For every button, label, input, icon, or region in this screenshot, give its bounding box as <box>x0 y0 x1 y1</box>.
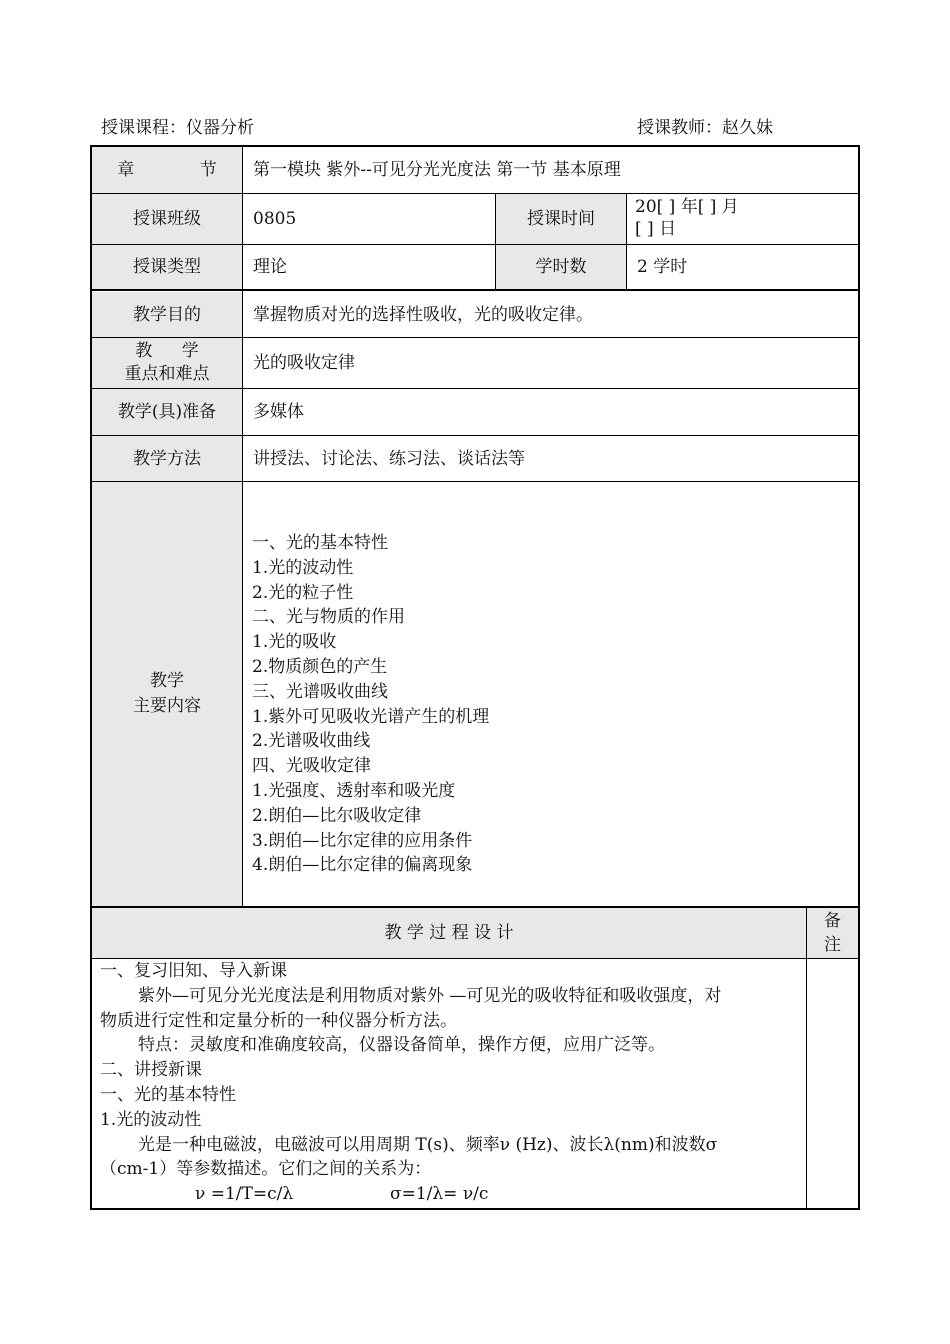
remark-label: 备 注 <box>807 908 858 958</box>
row-divider <box>92 906 858 908</box>
list-item: 1.光强度、透射率和吸光度 <box>252 780 456 801</box>
column-divider <box>806 908 807 1208</box>
list-item: 1.光的吸收 <box>252 632 337 653</box>
chapter-value: 第一模块 紫外--可见分光光度法 第一节 基本原理 <box>253 160 621 180</box>
chapter-label: 章 节 <box>92 147 242 193</box>
row-divider <box>92 244 858 245</box>
time-value-line2: [ ] 日 <box>635 219 677 239</box>
time-value-line1: 20[ ] 年[ ] 月 <box>635 197 739 217</box>
list-item: 四、光吸收定律 <box>252 756 371 777</box>
list-item: 二、光与物质的作用 <box>252 607 405 628</box>
process-line: （cm-1）等参数描述。它们之间的关系为： <box>100 1159 432 1180</box>
column-divider <box>626 194 627 290</box>
row-divider <box>92 337 858 338</box>
hours-value: 2 学时 <box>637 257 688 277</box>
list-item: 2.物质颜色的产生 <box>252 656 388 677</box>
type-value: 理论 <box>253 257 287 277</box>
list-item: 1.紫外可见吸收光谱产生的机理 <box>252 706 490 727</box>
row-divider <box>92 435 858 436</box>
prep-value: 多媒体 <box>253 402 304 422</box>
class-label: 授课班级 <box>92 194 242 244</box>
row-divider <box>92 958 858 959</box>
process-line: 二、讲授新课 <box>100 1060 202 1081</box>
formula-frequency: ν =1/T=c/λ <box>195 1184 294 1205</box>
list-item: 3.朗伯—比尔定律的应用条件 <box>252 830 473 851</box>
process-line: 特点：灵敏度和准确度较高，仪器设备简单，操作方便，应用广泛等。 <box>138 1035 665 1056</box>
goal-value: 掌握物质对光的选择性吸收，光的吸收定律。 <box>253 304 593 325</box>
key-points-label: 教 学 重点和难点 <box>92 338 242 388</box>
row-divider <box>92 481 858 482</box>
goal-label: 教学目的 <box>92 292 242 337</box>
column-divider <box>242 147 243 907</box>
course-header: 授课课程：仪器分析 <box>101 118 254 138</box>
prep-label: 教学(具)准备 <box>92 389 242 435</box>
list-item: 2.光的粒子性 <box>252 582 354 603</box>
hours-label: 学时数 <box>496 245 626 289</box>
process-line: 光是一种电磁波，电磁波可以用周期 T(s)、频率ν (Hz)、波长λ(nm)和波数σ <box>138 1134 718 1155</box>
row-divider <box>92 289 858 291</box>
process-line: 紫外—可见分光光度法是利用物质对紫外 —可见光的吸收特征和吸收强度，对 <box>138 985 722 1006</box>
time-label: 授课时间 <box>496 194 626 244</box>
list-item: 一、光的基本特性 <box>252 533 388 553</box>
row-divider <box>92 388 858 389</box>
list-item: 三、光谱吸收曲线 <box>252 681 388 702</box>
column-divider <box>495 194 496 290</box>
key-points-value: 光的吸收定律 <box>253 353 355 373</box>
method-label: 教学方法 <box>92 436 242 481</box>
list-item: 1.光的波动性 <box>252 557 354 578</box>
process-line: 1.光的波动性 <box>100 1109 202 1130</box>
method-value: 讲授法、讨论法、练习法、谈话法等 <box>253 448 525 469</box>
type-label: 授课类型 <box>92 245 242 289</box>
row-divider <box>92 193 858 194</box>
process-line: 一、光的基本特性 <box>100 1084 236 1105</box>
process-line: 物质进行定性和定量分析的一种仪器分析方法。 <box>100 1010 457 1031</box>
process-label: 教 学 过 程 设 计 <box>92 908 806 958</box>
content-label: 教学 主要内容 <box>92 482 242 906</box>
table-frame <box>90 145 860 1210</box>
list-item: 2.朗伯—比尔吸收定律 <box>252 805 422 826</box>
list-item: 2.光谱吸收曲线 <box>252 731 371 752</box>
formula-wavenumber: σ=1/λ= ν/c <box>390 1184 489 1205</box>
process-line: 一、复习旧知、导入新课 <box>100 961 287 981</box>
class-value: 0805 <box>253 209 297 229</box>
list-item: 4.朗伯—比尔定律的偏离现象 <box>252 855 473 876</box>
teacher-header: 授课教师：赵久妹 <box>637 118 773 138</box>
